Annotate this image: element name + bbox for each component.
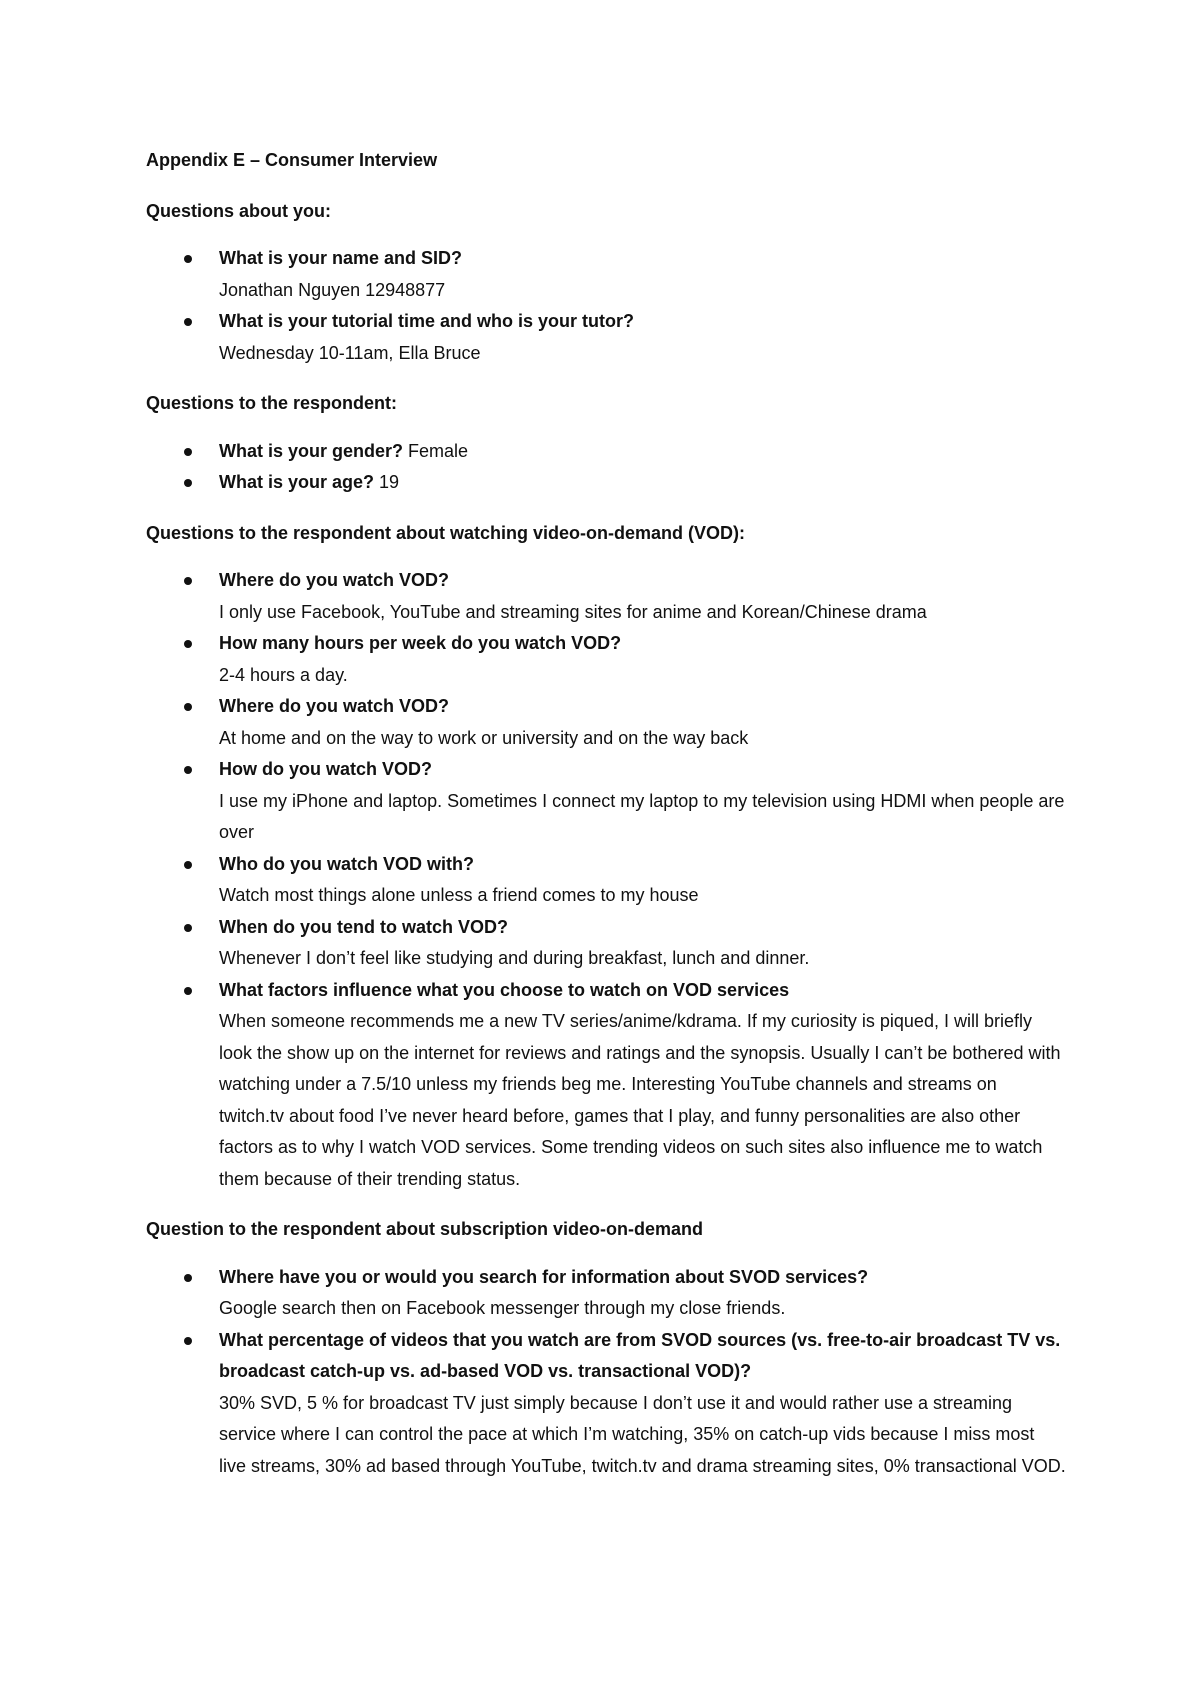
question-item — [146, 243, 1066, 306]
question-text: Where do you watch VOD? — [219, 570, 450, 590]
question-text: What factors influence what you choose to watch on VOD services — [219, 979, 790, 1000]
question-text: What percentage of videos that you watch are from SVOD sources (vs. free-to-air broadcast TV vs. broadcast catch-up vs. ad-based VOD vs. transactional VOD)? — [219, 1329, 1061, 1381]
question-text: What is your gender? — [219, 440, 404, 461]
inline-answer-text: 19 — [374, 472, 400, 492]
question-item — [146, 467, 1066, 499]
bullet-icon — [184, 448, 192, 456]
question-text: How many hours per week do you watch VOD? — [219, 633, 622, 653]
document-title: Appendix E – Consumer Interview — [146, 150, 438, 170]
question-list — [146, 1262, 1066, 1483]
answer-text: At home and on the way to work or university and on the way back — [219, 727, 749, 748]
question-text: Where have you or would you search for information about SVOD services? — [219, 1266, 869, 1287]
question-item — [146, 436, 1066, 468]
bullet-icon — [184, 318, 192, 326]
question-item — [146, 691, 1066, 754]
question-text: Where do you watch VOD? — [219, 696, 450, 716]
answer-text: Watch most things alone unless a friend comes to my house — [219, 885, 699, 905]
section-heading: Questions to the respondent: — [146, 393, 398, 413]
question-item — [146, 849, 1066, 912]
bullet-icon — [184, 703, 192, 711]
bullet-icon — [184, 479, 192, 487]
question-text: What is your age? — [219, 472, 375, 492]
question-item — [146, 912, 1066, 975]
question-text: How do you watch VOD? — [219, 759, 433, 779]
answer-text: Wednesday 10-11am, Ella Bruce — [219, 342, 481, 363]
question-text: What is your name and SID? — [219, 248, 463, 268]
bullet-icon — [184, 861, 192, 869]
bullet-icon — [184, 1274, 192, 1282]
bullet-icon — [184, 577, 192, 585]
inline-answer-text: Female — [403, 440, 469, 461]
section-heading: Questions about you: — [146, 200, 332, 221]
answer-text: I use my iPhone and laptop. Sometimes I connect my laptop to my television using HDMI when people are over — [219, 790, 1065, 842]
answer-text: Google search then on Facebook messenger through my close friends. — [219, 1298, 786, 1318]
question-list — [146, 436, 1066, 499]
bullet-icon — [184, 1337, 192, 1345]
answer-text: When someone recommends me a new TV series/anime/kdrama. If my curiosity is piqued, I will briefly look the show up on the internet for reviews and ratings and the synopsis. Usually I can’t be bothered with watching under a 7.5/10 unless my friends beg me. Interesting YouTube channels and streams on twitch.tv about food I’ve never heard before, games that I play, and funny personalities are also other factors as to why I watch VOD services. Some trending videos on such sites also influence me to watch them because of their trending status. — [219, 1011, 1061, 1189]
question-item — [146, 754, 1066, 849]
question-item — [146, 565, 1066, 628]
question-item — [146, 306, 1066, 369]
answer-text: 2-4 hours a day. — [219, 664, 348, 685]
bullet-icon — [184, 987, 192, 995]
answer-text: I only use Facebook, YouTube and streaming sites for anime and Korean/Chinese drama — [219, 601, 927, 622]
section-heading: Questions to the respondent about watching video-on-demand (VOD): — [146, 522, 746, 543]
answer-text: Whenever I don’t feel like studying and during breakfast, lunch and dinner. — [219, 948, 810, 968]
bullet-icon — [184, 766, 192, 774]
answer-text: Jonathan Nguyen 12948877 — [219, 279, 446, 300]
question-item — [146, 1325, 1066, 1483]
question-item — [146, 628, 1066, 691]
question-text: When do you tend to watch VOD? — [219, 916, 508, 937]
question-item — [146, 1262, 1066, 1325]
question-list — [146, 243, 1066, 369]
bullet-icon — [184, 255, 192, 263]
bullet-icon — [184, 924, 192, 932]
question-text: Who do you watch VOD with? — [219, 853, 474, 874]
bullet-icon — [184, 640, 192, 648]
question-list — [146, 565, 1066, 1195]
answer-text: 30% SVD, 5 % for broadcast TV just simply because I don’t use it and would rather use a streaming service where I can control the pace at which I’m watching, 35% on catch-up vids because I miss most live streams, 30% ad based through YouTube, twitch.tv and drama streaming sites, 0% transactional VOD. — [219, 1392, 1066, 1476]
document-body — [146, 145, 1066, 1482]
section-heading: Question to the respondent about subscription video-on-demand — [146, 1219, 704, 1239]
question-item — [146, 975, 1066, 1196]
question-text: What is your tutorial time and who is your tutor? — [219, 311, 635, 331]
